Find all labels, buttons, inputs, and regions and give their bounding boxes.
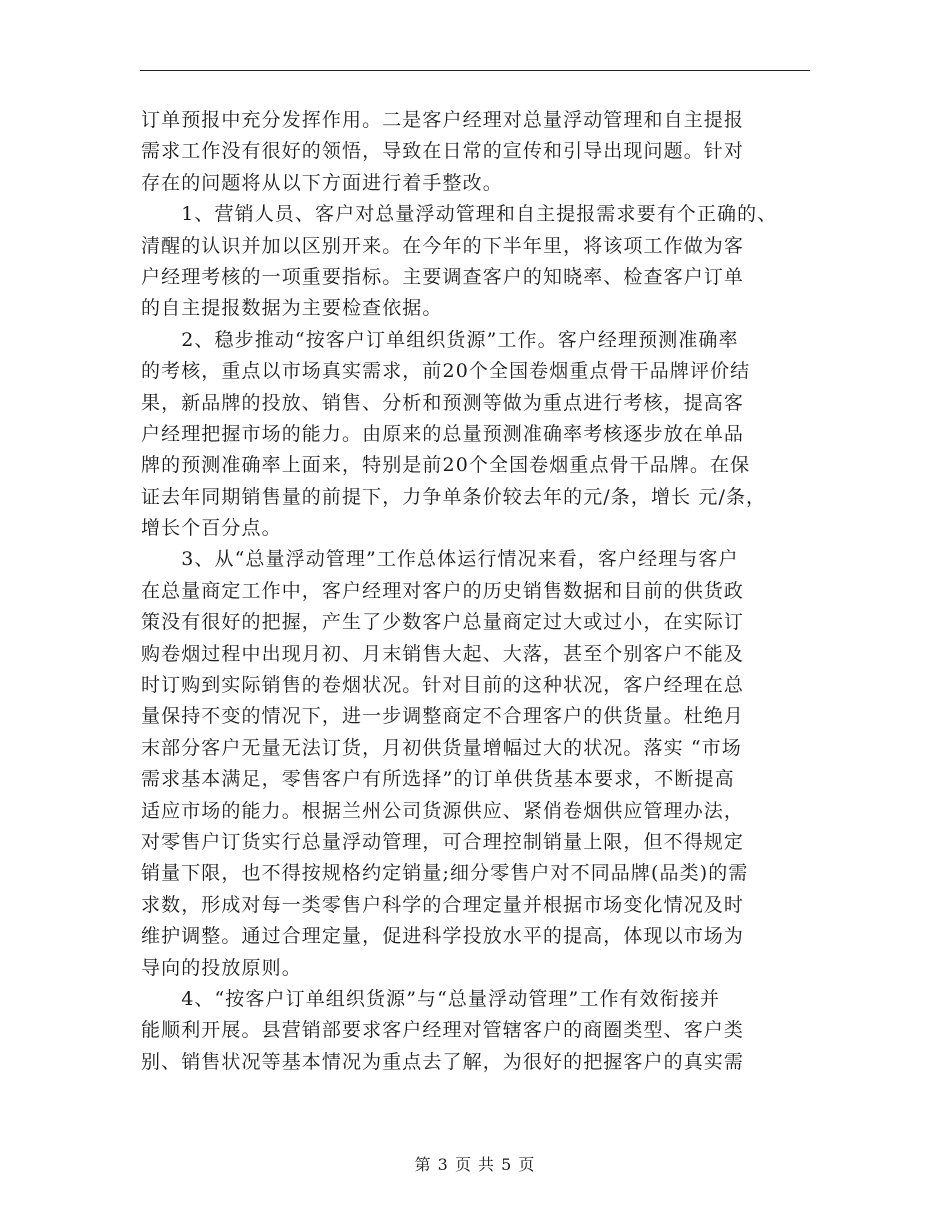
text-line: 别、销售状况等基本情况为重点去了解，为很好的把握客户的真实需 bbox=[141, 1050, 745, 1073]
text-line: 4、“按客户订单组织货源”与“总量浮动管理”工作有效衔接并 bbox=[141, 987, 721, 1010]
text-line: 户经理考核的一项重要指标。主要调查客户的知晓率、检查客户订单 bbox=[141, 265, 745, 288]
text-line: 户经理把握市场的能力。由原来的总量预测准确率考核逐步放在单品 bbox=[141, 422, 745, 445]
text-line: 需求工作没有很好的领悟，导致在日常的宣传和引导出现问题。针对 bbox=[141, 140, 745, 163]
text-line: 末部分客户无量无法订货，月初供货量增幅过大的状况。落实 “市场 bbox=[141, 736, 742, 759]
text-line: 导向的投放原则。 bbox=[141, 956, 302, 979]
page-number: 第 3 页 共 5 页 bbox=[414, 1155, 536, 1174]
text-line: 的自主提报数据为主要检查依据。 bbox=[141, 297, 443, 320]
text-line: 购卷烟过程中出现月初、月末销售大起、大落，甚至个别客户不能及 bbox=[141, 642, 745, 665]
text-line: 在总量商定工作中，客户经理对客户的历史销售数据和目前的供货政 bbox=[141, 579, 745, 602]
text-line: 订单预报中充分发挥作用。二是客户经理对总量浮动管理和自主提报 bbox=[141, 109, 745, 131]
text-line: 证去年同期销售量的前提下，力争单条价较去年的元/条，增长 元/条， bbox=[141, 485, 767, 508]
text-line: 果，新品牌的投放、销售、分析和预测等做为重点进行考核，提高客 bbox=[141, 391, 745, 414]
text-line: 对零售户订货实行总量浮动管理，可合理控制销量上限，但不得规定 bbox=[141, 830, 745, 853]
text-line: 维护调整。通过合理定量，促进科学投放水平的提高，体现以市场为 bbox=[141, 925, 745, 948]
text-line: 求数，形成对每一类零售户科学的合理定量并根据市场变化情况及时 bbox=[141, 893, 745, 916]
text-line: 适应市场的能力。根据兰州公司货源供应、紧俏卷烟供应管理办法， bbox=[141, 799, 745, 822]
text-line: 3、从“总量浮动管理”工作总体运行情况来看，客户经理与客户 bbox=[141, 548, 739, 571]
text-line: 时订购到实际销售的卷烟状况。针对目前的这种状况，客户经理在总 bbox=[141, 674, 745, 697]
text-line: 销量下限，也不得按规格约定销量;细分零售户对不同品牌(品类)的需 bbox=[141, 862, 749, 885]
text-line: 牌的预测准确率上面来，特别是前20个全国卷烟重点骨干品牌。在保 bbox=[141, 454, 751, 477]
text-line: 清醒的认识并加以区别开来。在今年的下半年里，将该项工作做为客 bbox=[141, 234, 745, 257]
text-line: 能顺利开展。县营销部要求客户经理对管辖客户的商圈类型、客户类 bbox=[141, 1019, 745, 1042]
header-rule bbox=[140, 70, 810, 71]
text-line: 存在的问题将从以下方面进行着手整改。 bbox=[141, 171, 503, 194]
text-line: 需求基本满足，零售客户有所选择”的订单供货基本要求，不断提高 bbox=[141, 768, 735, 791]
text-line: 的考核，重点以市场真实需求，前20个全国卷烟重点骨干品牌评价结 bbox=[141, 360, 751, 383]
document-body bbox=[141, 105, 813, 1078]
text-line: 2、稳步推动“按客户订单组织货源”工作。客户经理预测准确率 bbox=[141, 328, 739, 351]
text-line: 量保持不变的情况下，进一步调整商定不合理客户的供货量。杜绝月 bbox=[141, 705, 745, 728]
text-line: 1、营销人员、客户对总量浮动管理和自主提报需求要有个正确的、 bbox=[141, 203, 778, 226]
text-line: 增长个百分点。 bbox=[141, 517, 282, 540]
text-line: 策没有很好的把握，产生了少数客户总量商定过大或过小，在实际订 bbox=[141, 611, 745, 634]
